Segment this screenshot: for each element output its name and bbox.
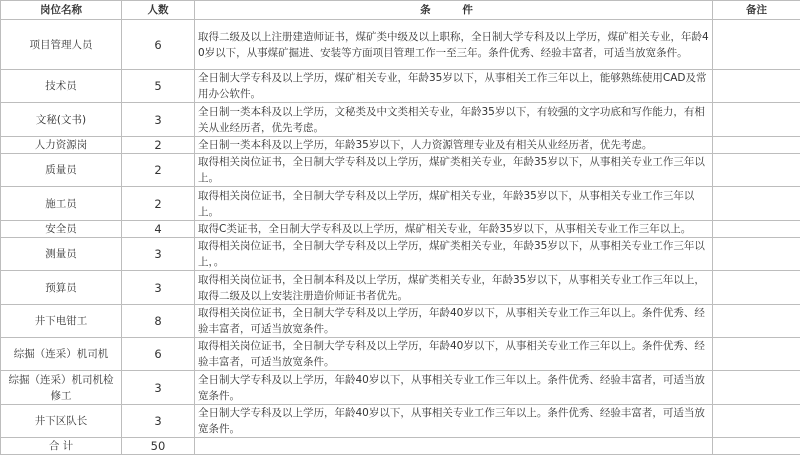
table-row <box>1 221 800 238</box>
notes-cell <box>713 137 800 154</box>
total-row <box>1 438 800 455</box>
position-cell: 综掘（连采）机司机检修工 <box>1 371 122 405</box>
conditions-cell: 取得C类证书，全日制大学专科及以上学历，煤矿相关专业，年龄35岁以下，从事相关专业工作三年以上。 <box>195 221 713 238</box>
position-cell: 预算员 <box>1 271 122 305</box>
conditions-cell: 全日制大学专科及以上学历，年龄40岁以下，从事相关专业工作三年以上。条件优秀、经验丰富者，可适当放宽条件。 <box>195 371 713 405</box>
table-row <box>1 238 800 271</box>
notes-cell <box>713 154 800 187</box>
count-cell: 3 <box>122 371 195 405</box>
header-count: 人数 <box>122 1 195 20</box>
table-row <box>1 271 800 305</box>
table-row <box>1 305 800 338</box>
count-cell: 3 <box>122 103 195 137</box>
conditions-cell: 取得相关岗位证书，全日制大学专科及以上学历，年龄40岁以下，从事相关专业工作三年以上。条件优秀、经验丰富者，可适当放宽条件。 <box>195 305 713 338</box>
position-cell: 人力资源岗 <box>1 137 122 154</box>
table-row <box>1 371 800 405</box>
table-row <box>1 70 800 103</box>
table-row <box>1 187 800 221</box>
header-notes: 备注 <box>713 1 800 20</box>
conditions-cell: 取得相关岗位证书，全日制本科及以上学历，煤矿类相关专业，年龄35岁以下，从事相关专业工作三年以上，取得二级及以上安装注册造价师证书者优先。 <box>195 271 713 305</box>
total-label: 合 计 <box>1 438 122 455</box>
total-notes-empty <box>713 438 800 455</box>
conditions-cell: 全日制一类本科及以上学历，文秘类及中文类相关专业，年龄35岁以下，有较强的文字功底和写作能力，有相关从业经历者，优先考虑。 <box>195 103 713 137</box>
count-cell: 5 <box>122 70 195 103</box>
notes-cell <box>713 271 800 305</box>
conditions-cell: 全日制大学专科及以上学历，年龄40岁以下，从事相关专业工作三年以上。条件优秀、经验丰富者，可适当放宽条件。 <box>195 405 713 438</box>
notes-cell <box>713 238 800 271</box>
notes-cell <box>713 338 800 371</box>
count-cell: 2 <box>122 137 195 154</box>
notes-cell <box>713 405 800 438</box>
count-cell: 6 <box>122 20 195 70</box>
count-cell: 4 <box>122 221 195 238</box>
total-conditions-empty <box>195 438 713 455</box>
table-header-row <box>1 1 800 20</box>
notes-cell <box>713 305 800 338</box>
table-row <box>1 154 800 187</box>
position-cell: 井下电钳工 <box>1 305 122 338</box>
count-cell: 8 <box>122 305 195 338</box>
header-position: 岗位名称 <box>1 1 122 20</box>
notes-cell <box>713 20 800 70</box>
total-count: 50 <box>122 438 195 455</box>
count-cell: 2 <box>122 154 195 187</box>
conditions-cell: 全日制大学专科及以上学历，煤矿相关专业，年龄35岁以下，从事相关工作三年以上，能够熟练使用CAD及常用办公软件。 <box>195 70 713 103</box>
table-row <box>1 405 800 438</box>
notes-cell <box>713 103 800 137</box>
table-row <box>1 103 800 137</box>
position-cell: 文秘(文书) <box>1 103 122 137</box>
conditions-cell: 取得相关岗位证书，全日制大学专科及以上学历，年龄40岁以下，从事相关专业工作三年以上。条件优秀、经验丰富者，可适当放宽条件。 <box>195 338 713 371</box>
conditions-cell: 取得相关岗位证书，全日制大学专科及以上学历，煤矿类相关专业，年龄35岁以下，从事相关专业工作三年以上。 <box>195 154 713 187</box>
conditions-cell: 取得二级及以上注册建造师证书，煤矿类中级及以上职称，全日制大学专科及以上学历，煤矿相关专业，年龄40岁以下，从事煤矿掘进、安装等方面项目管理工作一至三年。条件优秀、经验丰富者，可适当放宽条件。 <box>195 20 713 70</box>
count-cell: 3 <box>122 238 195 271</box>
table-row <box>1 137 800 154</box>
table-row <box>1 20 800 70</box>
count-cell: 2 <box>122 187 195 221</box>
conditions-cell: 取得相关岗位证书，全日制大学专科及以上学历，煤矿类相关专业，年龄35岁以下，从事相关专业工作三年以上，。 <box>195 238 713 271</box>
position-cell: 质量员 <box>1 154 122 187</box>
position-cell: 项目管理人员 <box>1 20 122 70</box>
position-cell: 井下区队长 <box>1 405 122 438</box>
position-cell: 测量员 <box>1 238 122 271</box>
count-cell: 3 <box>122 405 195 438</box>
conditions-cell: 取得相关岗位证书，全日制大学专科及以上学历，煤矿相关专业，年龄35岁以下，从事相关专业工作三年以上。 <box>195 187 713 221</box>
conditions-cell: 全日制一类本科及以上学历，年龄35岁以下，人力资源管理专业及有相关从业经历者，优先考虑。 <box>195 137 713 154</box>
position-cell: 综掘（连采）机司机 <box>1 338 122 371</box>
notes-cell <box>713 221 800 238</box>
header-conditions: 条 件 <box>195 1 713 20</box>
position-cell: 安全员 <box>1 221 122 238</box>
table-row <box>1 338 800 371</box>
count-cell: 6 <box>122 338 195 371</box>
count-cell: 3 <box>122 271 195 305</box>
position-cell: 施工员 <box>1 187 122 221</box>
notes-cell <box>713 70 800 103</box>
notes-cell <box>713 371 800 405</box>
notes-cell <box>713 187 800 221</box>
position-cell: 技术员 <box>1 70 122 103</box>
